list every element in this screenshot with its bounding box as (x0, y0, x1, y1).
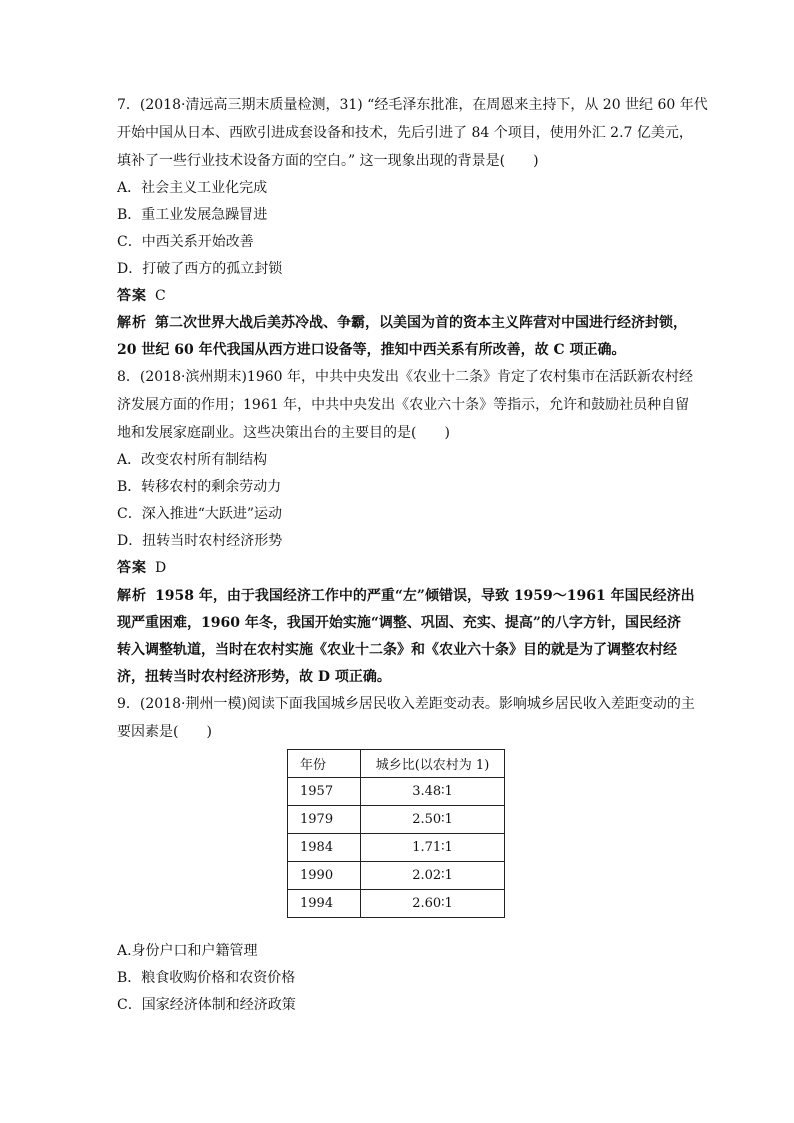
q7-answer-label: 答案 (117, 288, 147, 304)
q8-stem-line-3: 地和发展家庭副业。这些决策出台的主要目的是( ) (117, 425, 450, 441)
table-row (288, 890, 505, 918)
q8-analysis-line-3: 转入调整轨道，当时在农村实施《农业十二条》和《农业六十条》目的就是为了调整农村经 (117, 642, 677, 658)
q7-analysis-label: 解析 (117, 315, 147, 331)
q7-answer-value: C (155, 288, 166, 304)
q8-option-a: A．改变农村所有制结构 (117, 452, 268, 468)
table-cell-ratio: 2.02∶1 (361, 862, 505, 890)
q7-stem-line-1: 7．(2018·清远高三期末质量检测，31) “经毛泽东批准，在周恩来主持下，从 20 世纪 60 年代 (117, 97, 708, 113)
table-cell-ratio: 3.48∶1 (361, 778, 505, 806)
table-cell-year: 1984 (288, 834, 361, 862)
q7-stem-line-2: 开始中国从日本、西欧引进成套设备和技术，先后引进了 84 个项目，使用外汇 2.7 亿美元， (117, 125, 693, 141)
table-row (288, 834, 505, 862)
table-cell-year: 1994 (288, 890, 361, 918)
table-cell-year: 1990 (288, 862, 361, 890)
table-cell-year: 1979 (288, 806, 361, 834)
q7-option-d: D．打破了西方的孤立封锁 (117, 261, 283, 277)
q9-option-b: B．粮食收购价格和农资价格 (117, 970, 296, 986)
q8-stem-line-1: 8．(2018·滨州期末)1960 年，中共中央发出《农业十二条》肯定了农村集市在活跃新农村经 (117, 369, 693, 385)
q9-option-c: C．国家经济体制和经济政策 (117, 997, 296, 1013)
q9-option-a: A.身份户口和户籍管理 (117, 943, 258, 959)
table-header-year: 年份 (288, 750, 361, 778)
table-header-row (288, 750, 505, 778)
table-cell-ratio: 2.60∶1 (361, 890, 505, 918)
q7-analysis-line-2: 20 世纪 60 年代我国从西方进口设备等，推知中西关系有所改善，故 C 项正确。 (117, 342, 626, 358)
table-header-ratio: 城乡比(以农村为 1) (361, 750, 505, 778)
q7-answer (117, 286, 166, 306)
q7-option-b: B．重工业发展急躁冒进 (117, 207, 268, 223)
q7-option-c: C．中西关系开始改善 (117, 234, 254, 250)
q8-option-b: B．转移农村的剩余劳动力 (117, 479, 282, 495)
q8-analysis-line-4: 济，扭转当时农村经济形势，故 D 项正确。 (117, 669, 391, 685)
q8-option-c: C．深入推进“大跃进”运动 (117, 506, 283, 522)
table-cell-year: 1957 (288, 778, 361, 806)
q7-stem-line-3: 填补了一些行业技术设备方面的空白。” 这一现象出现的背景是( ) (117, 153, 539, 169)
table-cell-ratio: 2.50∶1 (361, 806, 505, 834)
q8-option-d: D．扭转当时农村经济形势 (117, 533, 283, 549)
income-gap-table (287, 749, 505, 918)
q8-stem-line-2: 济发展方面的作用；1961 年，中共中央发出《农业六十条》等指示，允许和鼓励社员种自留 (117, 397, 690, 413)
q7-option-a: A．社会主义工业化完成 (117, 180, 268, 196)
q8-analysis-label: 解析 (117, 588, 147, 604)
q8-answer-value: D (155, 560, 167, 576)
q9-stem-line-1: 9．(2018·荆州一模)阅读下面我国城乡居民收入差距变动表。影响城乡居民收入差距变动的主 (117, 696, 695, 712)
q7-analysis-line-1 (117, 313, 687, 333)
table-row (288, 806, 505, 834)
q9-stem-line-2: 要因素是( ) (117, 724, 212, 740)
table-cell-ratio: 1.71∶1 (361, 834, 505, 862)
q8-analysis-line-1 (117, 586, 695, 606)
q8-analysis-line-2: 现严重困难，1960 年冬，我国开始实施“调整、巩固、充实、提高”的八字方针，国民经济 (117, 615, 681, 631)
q8-answer-label: 答案 (117, 560, 147, 576)
q8-analysis-text-1: 1958 年，由于我国经济工作中的严重“左”倾错误，导致 1959～1961 年国民经济出 (155, 588, 695, 604)
q7-analysis-text-1: 第二次世界大战后美苏冷战、争霸，以美国为首的资本主义阵营对中国进行经济封锁， (155, 315, 687, 331)
table-row (288, 778, 505, 806)
table-row (288, 862, 505, 890)
q8-answer (117, 558, 166, 578)
